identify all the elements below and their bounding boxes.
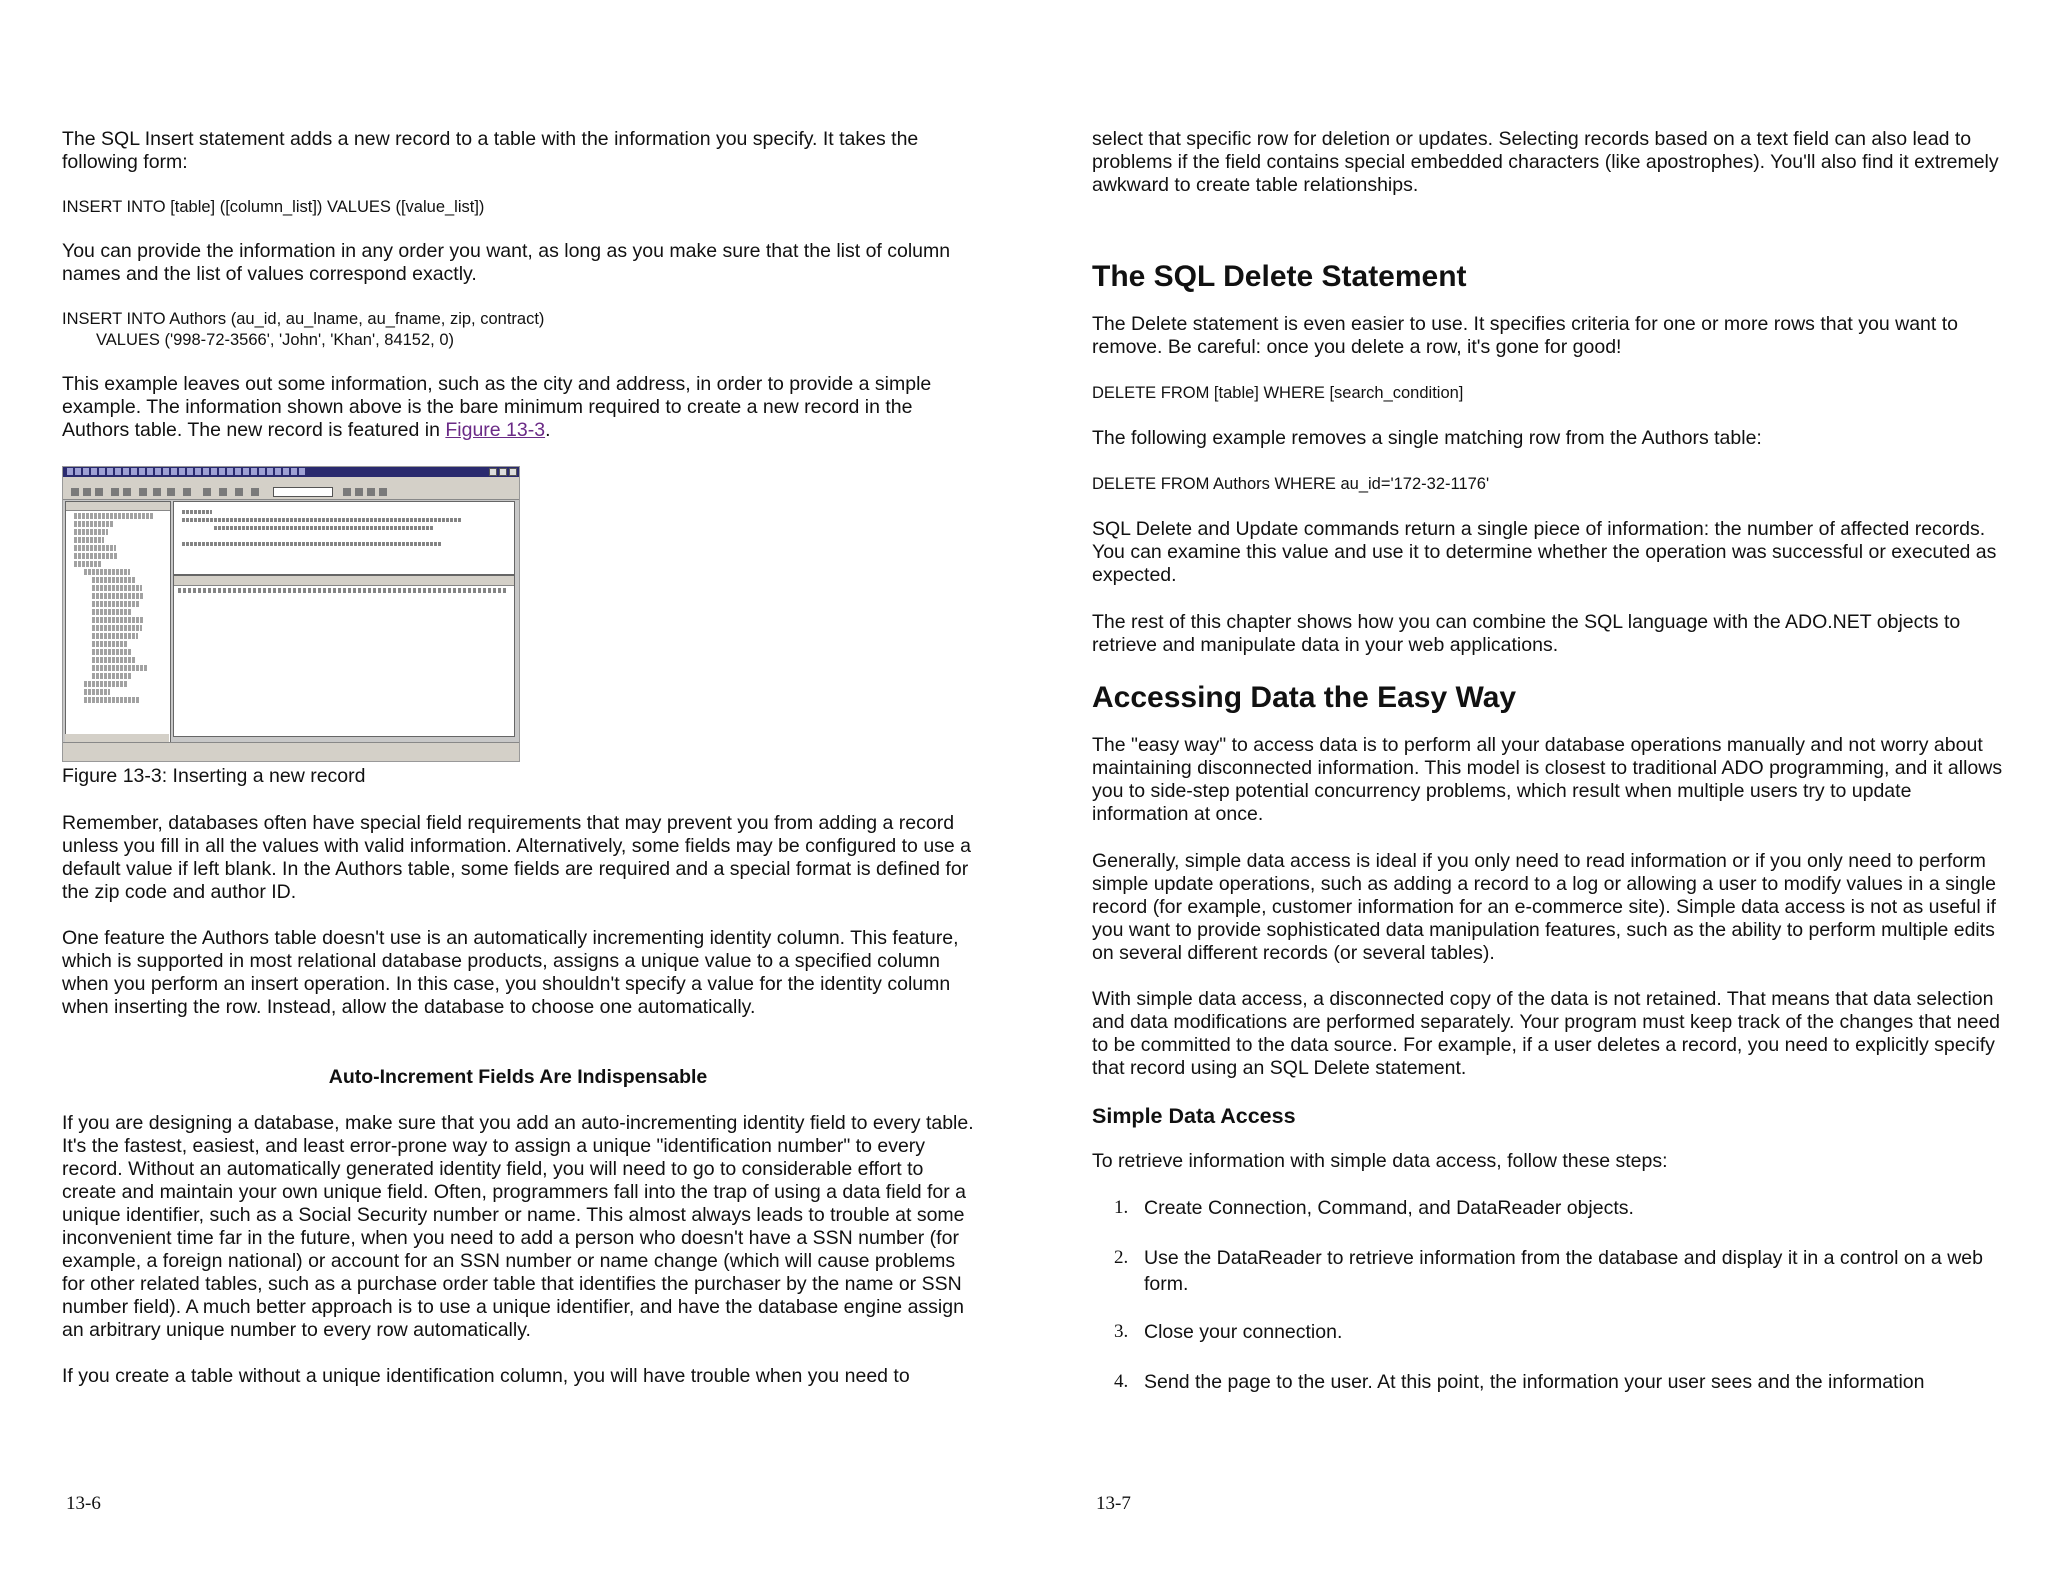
delete-example-intro: The following example removes a single matching row from the Authors table: xyxy=(1092,427,1762,449)
steps-intro-paragraph: To retrieve information with simple data access, follow these steps: xyxy=(1092,1150,1668,1172)
delete-example-code: DELETE FROM Authors WHERE au_id='172-32-1176' xyxy=(1092,475,1490,493)
figure-query-pane xyxy=(173,501,515,575)
step-text: Close your connection. xyxy=(1144,1321,1343,1343)
delete-intro-paragraph: The Delete statement is even easier to use. It specifies criteria for one or more rows that you want to remove. Be careful: once you delete a row, it's gone for good! xyxy=(1092,313,1958,358)
column-order-paragraph: You can provide the information in any order you want, as long as you make sure that the list of column names and the list of values correspond exactly. xyxy=(62,240,951,285)
figure-object-browser xyxy=(65,501,171,743)
figure-titlebar xyxy=(63,467,519,477)
step-number: 1. xyxy=(1114,1197,1129,1218)
insert-intro-paragraph: The SQL Insert statement adds a new record to a table with the information you specify. It takes the following form: xyxy=(62,128,919,173)
step-text: Use the DataReader to retrieve information from the database and display it in a control on a web form. xyxy=(1144,1247,1983,1295)
delete-syntax-code: DELETE FROM [table] WHERE [search_condition] xyxy=(1092,384,1464,402)
list-item xyxy=(1092,1195,2012,1221)
steps-list xyxy=(1092,1195,2012,1395)
figure-menubar xyxy=(63,477,519,485)
left-column xyxy=(62,128,974,1388)
insert-example-code xyxy=(62,309,974,351)
identity-column-paragraph: One feature the Authors table doesn't use is an automatically incrementing identity column. This feature, which is supported in most relational database products, assigns a unique value to a specified column when you perform an insert operation. In this case, you shouldn't specify a value for the identity column when inserting the row. Instead, allow the database to choose one automatically. xyxy=(62,927,959,1018)
easy-way-paragraph: The "easy way" to access data is to perform all your database operations manually and not worry about maintaining disconnected information. This model is closest to traditional ADO programming, and it allows you to side-step potential concurrency problems, which result when multiple users try to update information at once. xyxy=(1092,734,2003,825)
field-requirements-paragraph: Remember, databases often have special field requirements that may prevent you from adding a record unless you fill in all the values with valid information. Alternatively, some fields may be configured to use a default value if left blank. In the Authors table, some fields are required and a special format is defined for the zip code and author ID. xyxy=(62,812,972,903)
right-page xyxy=(1092,0,2012,1582)
simple-access-ideal-paragraph: Generally, simple data access is ideal if you only need to read information or if you only need to perform simple update operations, such as adding a record to a log or allowing a user to modify values in a single record (for example, customer information for an e-commerce site). Simple data access is not as useful if you want to provide sophisticated data manipulation features, such as the ability to perform multiple edits on several different records (or several tables). xyxy=(1092,850,1997,964)
chapter-overview-paragraph: The rest of this chapter shows how you can combine the SQL language with the ADO.NET objects to retrieve and manipulate data in your web applications. xyxy=(1092,611,1961,656)
heading-easy-way: Accessing Data the Easy Way xyxy=(1092,681,1517,714)
heading-sql-delete: The SQL Delete Statement xyxy=(1092,260,1467,293)
page-number-left: 13-6 xyxy=(66,1493,101,1514)
sidebar-title: Auto-Increment Fields Are Indispensable xyxy=(328,1066,708,1088)
figure-13-3-screenshot xyxy=(62,466,520,762)
list-item xyxy=(1092,1369,2012,1395)
figure-tabs xyxy=(65,734,169,742)
sidebar-paragraph: If you are designing a database, make sure that you add an auto-incrementing identity field to every table. It's the fastest, easiest, and least error-prone way to assign a unique "identification number" to every record. Without an automatically generated identity field, you will need to go to considerable effort to create and maintain your own unique field. Often, programmers fall into the trap of using a data field for a unique identifier, such as a Social Security number or name. This almost always leads to trouble at some inconvenient time far in the future, when you need to add a person who doesn't have a SSN number (for example, a foreign national) or account for an SSN number or name change (which will cause problems for other related tables, such as a purchase order table that identifies the purchaser by the name or SSN number field). A much better approach is to use a unique identifier, and have the database engine assign an arbitrary unique number to every row automatically. xyxy=(62,1112,974,1341)
step-text: Send the page to the user. At this point, the information your user sees and the information xyxy=(1144,1371,1925,1393)
insert-example-line-1: INSERT INTO Authors (au_id, au_lname, au_fname, zip, contract) xyxy=(62,310,545,328)
example-explanation-end: . xyxy=(545,419,551,441)
right-column xyxy=(1092,128,2012,1395)
figure-toolbar xyxy=(63,485,519,500)
figure-results-grid xyxy=(173,575,515,737)
disconnected-copy-paragraph: With simple data access, a disconnected copy of the data is not retained. That means that data selection and data modifications are performed separately. Your program must keep track of the changes that need to be committed to the data source. For example, if a user deletes a record, you need to explicitly specify that record using an SQL Delete statement. xyxy=(1092,988,2001,1079)
list-item xyxy=(1092,1245,2012,1297)
insert-syntax-code: INSERT INTO [table] ([column_list]) VALUES ([value_list]) xyxy=(62,198,485,216)
figure-13-3-link[interactable]: Figure 13-3 xyxy=(445,419,546,441)
text-field-paragraph: select that specific row for deletion or updates. Selecting records based on a text field can also lead to problems if the field contains special embedded characters (like apostrophes). You'll also find it extremely awkward to create table relationships. xyxy=(1092,128,1999,196)
heading-simple-data-access: Simple Data Access xyxy=(1092,1104,1296,1128)
example-explanation-paragraph xyxy=(62,373,974,442)
affected-records-paragraph: SQL Delete and Update commands return a single piece of information: the number of affected records. You can examine this value and use it to determine whether the operation was successful or executed as expected. xyxy=(1092,518,1997,586)
figure-caption: Figure 13-3: Inserting a new record xyxy=(62,765,366,787)
step-number: 3. xyxy=(1114,1321,1129,1342)
page-number-right: 13-7 xyxy=(1096,1493,1131,1514)
step-text: Create Connection, Command, and DataReader objects. xyxy=(1144,1197,1634,1219)
figure-statusbar xyxy=(63,742,519,761)
left-page xyxy=(62,0,974,1582)
unique-column-paragraph: If you create a table without a unique identification column, you will have trouble when you need to xyxy=(62,1365,910,1387)
step-number: 4. xyxy=(1114,1371,1129,1392)
example-explanation-text: This example leaves out some information, such as the city and address, in order to provide a simple example. The information shown above is the bare minimum required to create a new record in the Authors table. The new record is featured in xyxy=(62,373,932,441)
list-item xyxy=(1092,1319,2012,1345)
step-number: 2. xyxy=(1114,1247,1129,1268)
insert-example-line-2: VALUES ('998-72-3566', 'John', 'Khan', 84152, 0) xyxy=(96,331,454,349)
